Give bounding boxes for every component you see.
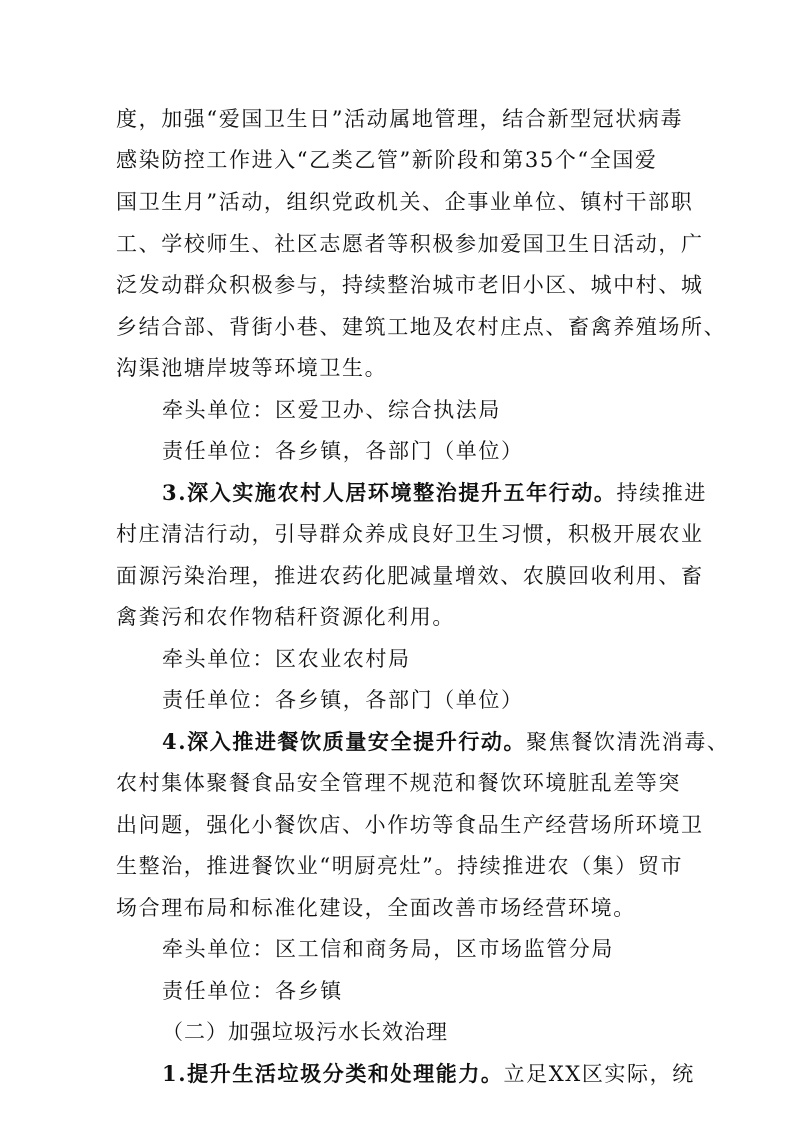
body-line: 感染防控工作进入“乙类乙管”新阶段和第35个“全国爱 [116,148,658,172]
section-heading: （二）加强垃圾污水长效治理 [162,1020,448,1044]
responsible-unit-line: 责任单位：各乡镇 [162,979,343,1003]
item-3-title: 3.深入实施农村人居环境整治提升五年行动。 [162,480,617,505]
body-line: 工、学校师生、社区志愿者等积极参加爱国卫生日活动，广 [116,232,704,256]
body-line: 泛发动群众积极参与，持续整治城市老旧小区、城中村、城 [116,273,704,297]
body-line: 度，加强“爱国卫生日”活动属地管理，结合新型冠状病毒 [116,107,684,131]
item-4-first-line [162,722,730,762]
lead-unit-line: 牵头单位：区农业农村局 [162,647,411,671]
item-5-first-line [162,1054,727,1094]
body-line: 禽粪污和农作物秸秆资源化利用。 [116,605,455,629]
body-line: 国卫生月”活动，组织党政机关、企事业单位、镇村干部职 [116,190,694,214]
body-line: 面源污染治理，推进农药化肥减量增效、农膜回收利用、畜 [116,564,704,588]
responsible-unit-line: 责任单位：各乡镇，各部门（单位） [162,439,524,463]
responsible-unit-line: 责任单位：各乡镇，各部门（单位） [162,688,524,712]
item-3-first-line [162,473,727,513]
body-line: 村庄清洁行动，引导群众养成良好卫生习惯，积极开展农业 [116,522,704,546]
body-line: 出问题，强化小餐饮店、小作坊等食品生产经营场所环境卫 [116,813,704,837]
item-4-first-line-rest: 聚焦餐饮清洗消毒、 [526,730,730,754]
body-line: 乡结合部、背街小巷、建筑工地及农村庄点、畜禽养殖场所、 [116,315,727,339]
item-3-first-line-rest: 持续推进 [616,481,707,505]
lead-unit-line: 牵头单位：区爱卫办、综合执法局 [162,398,501,422]
item-4-title: 4.深入推进餐饮质量安全提升行动。 [162,729,527,754]
body-line: 场合理布局和标准化建设，全面改善市场经营环境。 [116,896,636,920]
body-line: 生整治，推进餐饮业“明厨亮灶”。持续推进农（集）贸市 [116,854,684,878]
item-5-first-line-rest: 立足XX区实际，统 [503,1062,695,1086]
lead-unit-line: 牵头单位：区工信和商务局，区市场监管分局 [162,937,614,961]
body-line: 农村集体聚餐食品安全管理不规范和餐饮环境脏乱差等突 [116,771,681,795]
body-line: 沟渠池塘岸坡等环境卫生。 [116,356,388,380]
item-5-title: 1.提升生活垃圾分类和处理能力。 [162,1061,504,1086]
